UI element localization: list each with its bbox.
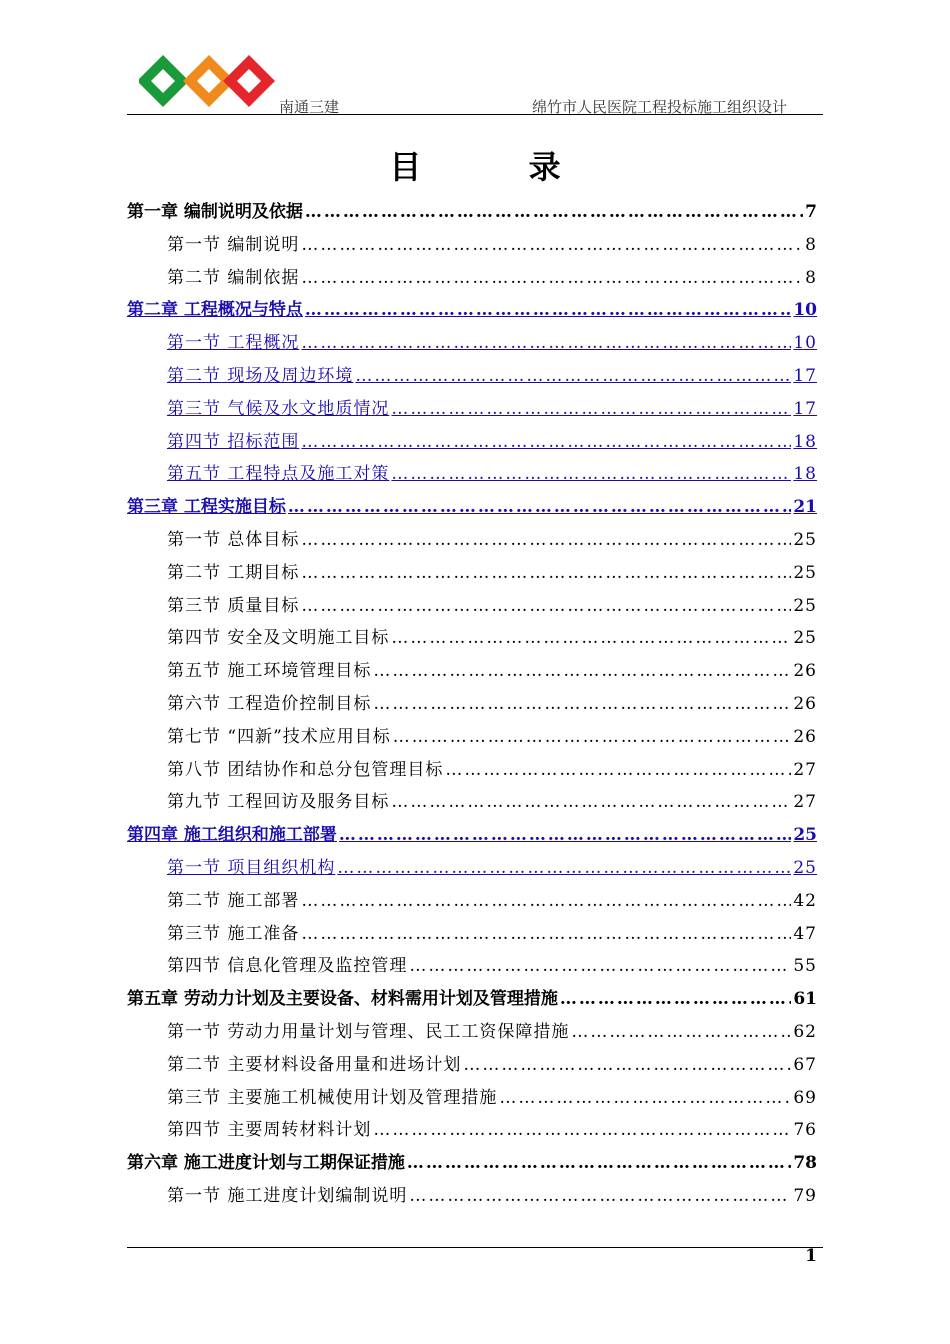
toc-dot-leader — [355, 360, 791, 393]
toc-entry-page: 78 — [793, 1153, 817, 1174]
toc-chapter-row — [127, 196, 817, 229]
toc-entry-page: 21 — [793, 497, 817, 518]
toc-dot-leader — [373, 1114, 791, 1147]
footer-rule — [127, 1247, 823, 1248]
toc-entry-label: 第四节 信息化管理及监控管理 — [167, 956, 408, 977]
toc-section-row[interactable] — [127, 426, 817, 459]
company-name: 南通三建 — [279, 98, 340, 116]
toc-section-row — [127, 262, 817, 295]
toc-dot-leader — [391, 393, 791, 426]
toc-chapter-row — [127, 1147, 817, 1180]
toc-section-row — [127, 1016, 817, 1049]
toc-entry-page: 17 — [793, 398, 817, 419]
document-title: 绵竹市人民医院工程投标施工组织设计 — [531, 98, 787, 116]
toc-section-row[interactable] — [127, 458, 817, 491]
toc-chapter-row[interactable] — [127, 819, 817, 852]
toc-entry-label: 第一节 编制说明 — [167, 234, 300, 255]
page-heading: 目 录 — [389, 148, 609, 186]
toc-dot-leader — [463, 1049, 791, 1082]
toc-entry-label: 第一节 工程概况 — [167, 333, 300, 354]
toc-section-row[interactable] — [127, 327, 817, 360]
toc-dot-leader — [339, 819, 791, 852]
toc-dot-leader — [373, 688, 791, 721]
toc-dot-leader — [301, 590, 791, 623]
toc-entry-label: 第一节 施工进度计划编制说明 — [167, 1185, 408, 1206]
toc-dot-leader — [305, 294, 791, 327]
toc-entry-label: 第九节 工程回访及服务目标 — [167, 792, 390, 813]
toc-dot-leader — [301, 262, 803, 295]
toc-entry-page: 27 — [793, 759, 817, 780]
toc-entry-page: 7 — [805, 202, 817, 222]
toc-section-row[interactable] — [127, 852, 817, 885]
toc-dot-leader — [301, 557, 791, 590]
toc-dot-leader — [409, 950, 791, 983]
toc-dot-leader — [393, 721, 792, 754]
toc-entry-page: 27 — [793, 792, 817, 813]
toc-entry-label: 第三节 气候及水文地质情况 — [167, 398, 390, 419]
toc-entry-label: 第四章 施工组织和施工部署 — [127, 825, 337, 846]
toc-entry-label: 第二节 工期目标 — [167, 562, 300, 583]
table-of-contents — [127, 196, 817, 1213]
toc-chapter-row — [127, 983, 817, 1016]
toc-entry-label: 第五节 施工环境管理目标 — [167, 661, 372, 682]
toc-entry-page: 25 — [793, 529, 817, 550]
toc-entry-label: 第一节 劳动力用量计划与管理、民工工资保障措施 — [167, 1021, 570, 1042]
toc-entry-page: 42 — [793, 890, 817, 911]
toc-entry-page: 67 — [793, 1054, 817, 1075]
toc-entry-page: 25 — [793, 595, 817, 616]
toc-entry-page: 47 — [793, 923, 817, 944]
toc-section-row — [127, 688, 817, 721]
toc-dot-leader — [391, 458, 791, 491]
toc-entry-page: 76 — [793, 1120, 817, 1141]
toc-entry-page: 26 — [793, 693, 817, 714]
toc-section-row — [127, 229, 817, 262]
toc-dot-leader — [391, 622, 791, 655]
toc-section-row — [127, 557, 817, 590]
toc-section-row — [127, 721, 817, 754]
toc-dot-leader — [301, 327, 791, 360]
toc-section-row[interactable] — [127, 360, 817, 393]
header-rule — [127, 114, 823, 115]
toc-section-row — [127, 622, 817, 655]
page-number: 1 — [805, 1246, 817, 1266]
toc-section-row — [127, 590, 817, 623]
toc-chapter-row[interactable] — [127, 491, 817, 524]
toc-section-row — [127, 655, 817, 688]
toc-entry-page: 79 — [793, 1185, 817, 1206]
toc-entry-page: 26 — [793, 726, 817, 747]
toc-dot-leader — [337, 852, 791, 885]
toc-chapter-row[interactable] — [127, 294, 817, 327]
toc-entry-page: 25 — [793, 857, 817, 878]
toc-entry-page: 17 — [793, 365, 817, 386]
toc-entry-page: 61 — [793, 989, 817, 1010]
toc-dot-leader — [571, 1016, 791, 1049]
toc-entry-page: 62 — [793, 1021, 817, 1042]
toc-entry-page: 25 — [793, 628, 817, 649]
toc-entry-page: 8 — [805, 267, 817, 288]
toc-entry-page: 26 — [793, 661, 817, 682]
toc-entry-label: 第二节 编制依据 — [167, 267, 300, 288]
toc-dot-leader — [407, 1147, 791, 1180]
toc-dot-leader — [409, 1180, 791, 1213]
toc-entry-label: 第三章 工程实施目标 — [127, 497, 286, 518]
toc-section-row — [127, 1082, 817, 1115]
toc-section-row — [127, 754, 817, 787]
toc-entry-page: 55 — [793, 956, 817, 977]
toc-entry-page: 25 — [793, 562, 817, 583]
toc-section-row — [127, 786, 817, 819]
toc-entry-label: 第一章 编制说明及依据 — [127, 202, 303, 222]
toc-entry-label: 第四节 招标范围 — [167, 431, 300, 452]
toc-dot-leader — [560, 983, 791, 1016]
toc-entry-label: 第三节 施工准备 — [167, 923, 300, 944]
toc-entry-label: 第八节 团结协作和总分包管理目标 — [167, 759, 444, 780]
toc-dot-leader — [288, 491, 791, 524]
toc-entry-page: 25 — [793, 825, 817, 846]
toc-dot-leader — [445, 754, 791, 787]
toc-entry-label: 第一节 项目组织机构 — [167, 857, 336, 878]
toc-dot-leader — [301, 885, 791, 918]
toc-entry-label: 第五章 劳动力计划及主要设备、材料需用计划及管理措施 — [127, 989, 558, 1010]
toc-entry-label: 第一节 总体目标 — [167, 529, 300, 550]
toc-section-row — [127, 885, 817, 918]
toc-entry-label: 第二章 工程概况与特点 — [127, 300, 303, 321]
toc-dot-leader — [305, 196, 803, 229]
toc-entry-label: 第四节 主要周转材料计划 — [167, 1120, 372, 1141]
toc-dot-leader — [391, 786, 791, 819]
toc-section-row — [127, 524, 817, 557]
toc-dot-leader — [301, 918, 791, 951]
toc-entry-label: 第七节 “四新”技术应用目标 — [167, 726, 391, 747]
toc-section-row — [127, 1114, 817, 1147]
toc-entry-page: 18 — [793, 431, 817, 452]
toc-entry-page: 10 — [793, 333, 817, 354]
toc-entry-label: 第二节 现场及周边环境 — [167, 365, 354, 386]
toc-section-row — [127, 1180, 817, 1213]
toc-entry-page: 18 — [793, 464, 817, 485]
toc-section-row — [127, 918, 817, 951]
toc-entry-label: 第六节 工程造价控制目标 — [167, 693, 372, 714]
company-logo — [139, 52, 279, 110]
toc-entry-label: 第四节 安全及文明施工目标 — [167, 628, 390, 649]
toc-section-row — [127, 950, 817, 983]
toc-dot-leader — [301, 229, 803, 262]
toc-entry-page: 8 — [805, 234, 817, 255]
toc-entry-label: 第三节 主要施工机械使用计划及管理措施 — [167, 1087, 498, 1108]
toc-entry-label: 第六章 施工进度计划与工期保证措施 — [127, 1153, 405, 1174]
page-header — [127, 46, 823, 116]
toc-dot-leader — [499, 1082, 791, 1115]
toc-entry-label: 第三节 质量目标 — [167, 595, 300, 616]
toc-section-row — [127, 1049, 817, 1082]
toc-dot-leader — [301, 426, 791, 459]
toc-section-row[interactable] — [127, 393, 817, 426]
toc-entry-page: 69 — [793, 1087, 817, 1108]
toc-entry-label: 第二节 主要材料设备用量和进场计划 — [167, 1054, 462, 1075]
toc-dot-leader — [301, 524, 791, 557]
toc-entry-page: 10 — [793, 300, 817, 321]
toc-entry-label: 第二节 施工部署 — [167, 890, 300, 911]
toc-entry-label: 第五节 工程特点及施工对策 — [167, 464, 390, 485]
toc-dot-leader — [373, 655, 791, 688]
